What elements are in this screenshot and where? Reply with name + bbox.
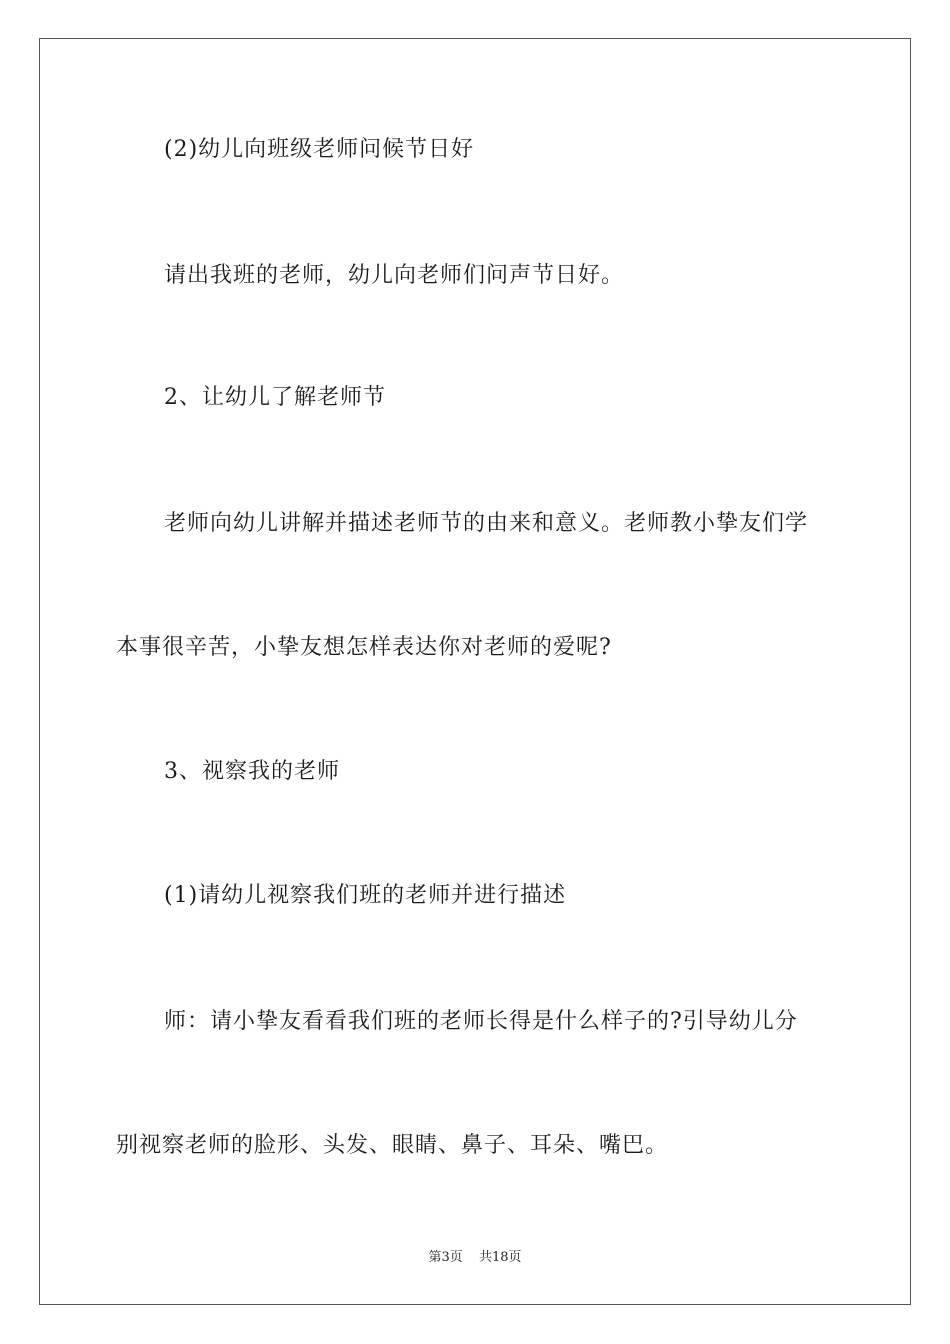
paragraph-text-continued: 别视察老师的脸形、头发、眼睛、鼻子、耳朵、嘴巴。: [116, 1133, 669, 1158]
paragraph-text: 请出我班的老师，幼儿向老师们问声节日好。: [164, 263, 625, 288]
section-heading-2: 2、让幼儿了解老师节: [164, 385, 386, 410]
paragraph-text: 老师向幼儿讲解并描述老师节的由来和意义。老师教小挚友们学: [164, 511, 809, 536]
paragraph-text-continued: 本事很辛苦，小挚友想怎样表达你对老师的爱呢?: [116, 635, 612, 660]
page-border: [39, 38, 911, 1305]
paragraph-subheading-2: (2)幼儿向班级老师问候节日好: [164, 137, 475, 162]
total-pages: 共18页: [478, 1250, 522, 1265]
paragraph-subheading-1: (1)请幼儿视察我们班的老师并进行描述: [164, 883, 567, 908]
page-footer: [0, 1246, 950, 1265]
section-heading-3: 3、视察我的老师: [164, 759, 340, 784]
page-number: 第3页: [428, 1250, 463, 1265]
paragraph-text: 师：请小挚友看看我们班的老师长得是什么样子的?引导幼儿分: [164, 1009, 798, 1034]
